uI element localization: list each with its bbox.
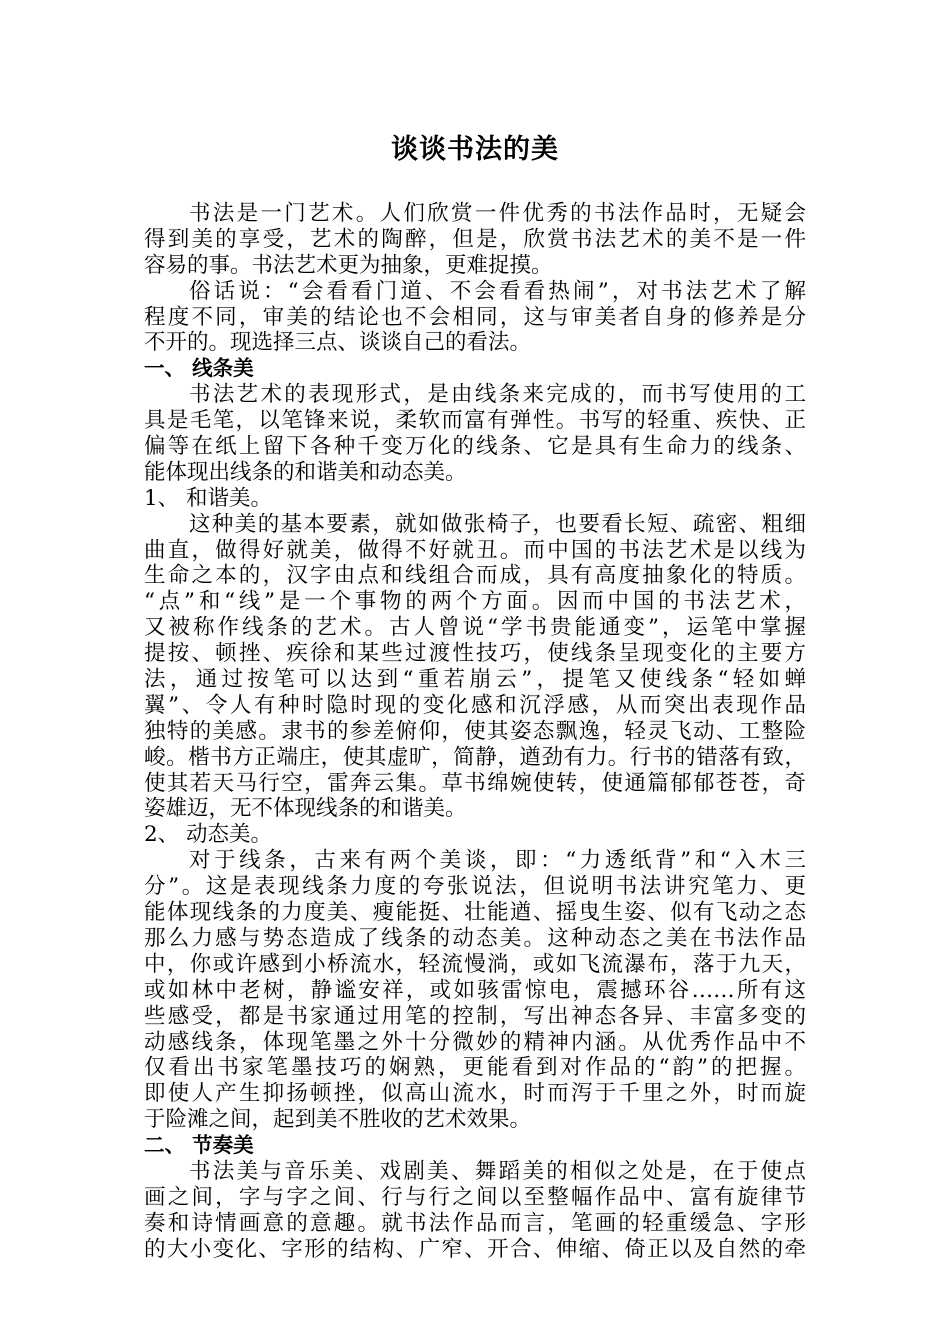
section-heading: 二、 节奏美 (144, 1133, 254, 1158)
body-text-line: 能体现线条的力度美、瘦能挺、壮能遒、摇曳生姿、似有飞动之态 (144, 900, 806, 926)
subsection-heading: 1、 和谐美。 (144, 485, 273, 511)
body-text-line: 奏和诗情画意的意趣。就书法作品而言，笔画的轻重缓急、字形 (144, 1210, 806, 1236)
subsection-heading: 2、 动态美。 (144, 822, 273, 848)
body-text-line: 那么力感与势态造成了线条的动态美。这种动态之美在书法作品 (144, 925, 806, 951)
body-text-line: 程度不同，审美的结论也不会相同，这与审美者自身的修养是分 (144, 304, 806, 330)
body-text-line: 俗话说：“会看看门道、不会看看热闹”，对书法艺术了解 (189, 278, 806, 304)
body-text-line: 这种美的基本要素，就如做张椅子，也要看长短、疏密、粗细 (189, 511, 806, 537)
body-text-line: 书法美与音乐美、戏剧美、舞蹈美的相似之处是，在于使点 (189, 1158, 806, 1184)
body-text-line: 书法是一门艺术。人们欣赏一件优秀的书法作品时，无疑会 (189, 201, 806, 226)
body-text-line: 动感线条，体现笔墨之外十分微妙的精神内涵。从优秀作品中不 (144, 1029, 806, 1055)
body-text-line: 提按、顿挫、疾徐和某些过渡性技巧，使线条呈现变化的主要方 (144, 641, 806, 667)
body-text-line: 即使人产生抑扬顿挫，似高山流水，时而泻于千里之外，时而旋 (144, 1081, 806, 1107)
section-heading: 一、 线条美 (144, 356, 254, 381)
body-text-line: 对于线条，古来有两个美谈，即：“力透纸背”和“入木三 (189, 848, 806, 874)
body-text-line: 容易的事。书法艺术更为抽象，更难捉摸。 (144, 252, 553, 278)
body-text-line: 不开的。现选择三点、谈谈自己的看法。 (144, 330, 532, 356)
body-text-line: 得到美的享受，艺术的陶醉，但是，欣赏书法艺术的美不是一件 (144, 226, 806, 252)
body-text-line: 偏等在纸上留下各种千变万化的线条、它是具有生命力的线条、 (144, 434, 806, 460)
body-text-line: 峻。楷书方正端庄，使其虚旷，简静，遒劲有力。行书的错落有致， (144, 744, 806, 770)
body-text-line: 法，通过按笔可以达到“重若崩云”，提笔又使线条“轻如蝉 (144, 667, 806, 693)
body-text-line: 姿雄迈，无不体现线条的和谐美。 (144, 796, 467, 822)
body-text-line: 些感受，都是书家通过用笔的控制，写出神态各异、丰富多变的 (144, 1003, 806, 1029)
body-text-line: 或如林中老树，静谧安祥，或如骇雷惊电，震撼环谷……所有这 (144, 977, 806, 1003)
body-text-line: 能体现出线条的和谐美和动态美。 (144, 459, 467, 485)
body-text-line: “点”和“线”是一个事物的两个方面。因而中国的书法艺术， (144, 589, 806, 615)
body-text-line: 独特的美感。隶书的参差俯仰，使其姿态飘逸，轻灵飞动、工整险 (144, 718, 806, 744)
body-text-line: 生命之本的，汉字由点和线组合而成，具有高度抽象化的特质。 (144, 563, 806, 589)
body-text-line: 书法艺术的表现形式，是由线条来完成的，而书写使用的工 (189, 382, 806, 408)
body-text-line: 又被称作线条的艺术。古人曾说“学书贵能通变”，运笔中掌握 (144, 615, 806, 641)
body-text-line: 画之间，字与字之间、行与行之间以至整幅作品中、富有旋律节 (144, 1184, 806, 1210)
body-text-line: 曲直，做得好就美，做得不好就丑。而中国的书法艺术是以线为 (144, 537, 806, 563)
body-text-line: 翼”、令人有种时隐时现的变化感和沉浮感，从而突出表现作品 (144, 692, 806, 718)
body-text-line: 于险滩之间，起到美不胜收的艺术效果。 (144, 1107, 532, 1133)
document-body (144, 201, 806, 1263)
body-text-line: 仅看出书家笔墨技巧的娴熟，更能看到对作品的“韵”的把握。 (144, 1055, 806, 1081)
body-text-line: 具是毛笔，以笔锋来说，柔软而富有弹性。书写的轻重、疾快、正 (144, 408, 806, 434)
body-text-line: 分”。这是表现线条力度的夸张说法，但说明书法讲究笔力、更 (144, 874, 806, 900)
document-title: 谈谈书法的美 (391, 134, 559, 165)
body-text-line: 使其若天马行空，雷奔云集。草书绵婉使转，使通篇郁郁苍苍，奇 (144, 770, 806, 796)
body-text-line: 的大小变化、字形的结构、广窄、开合、伸缩、倚正以及自然的牵 (144, 1236, 806, 1262)
body-text-line: 中，你或许感到小桥流水，轻流慢淌，或如飞流瀑布，落于九天， (144, 951, 806, 977)
